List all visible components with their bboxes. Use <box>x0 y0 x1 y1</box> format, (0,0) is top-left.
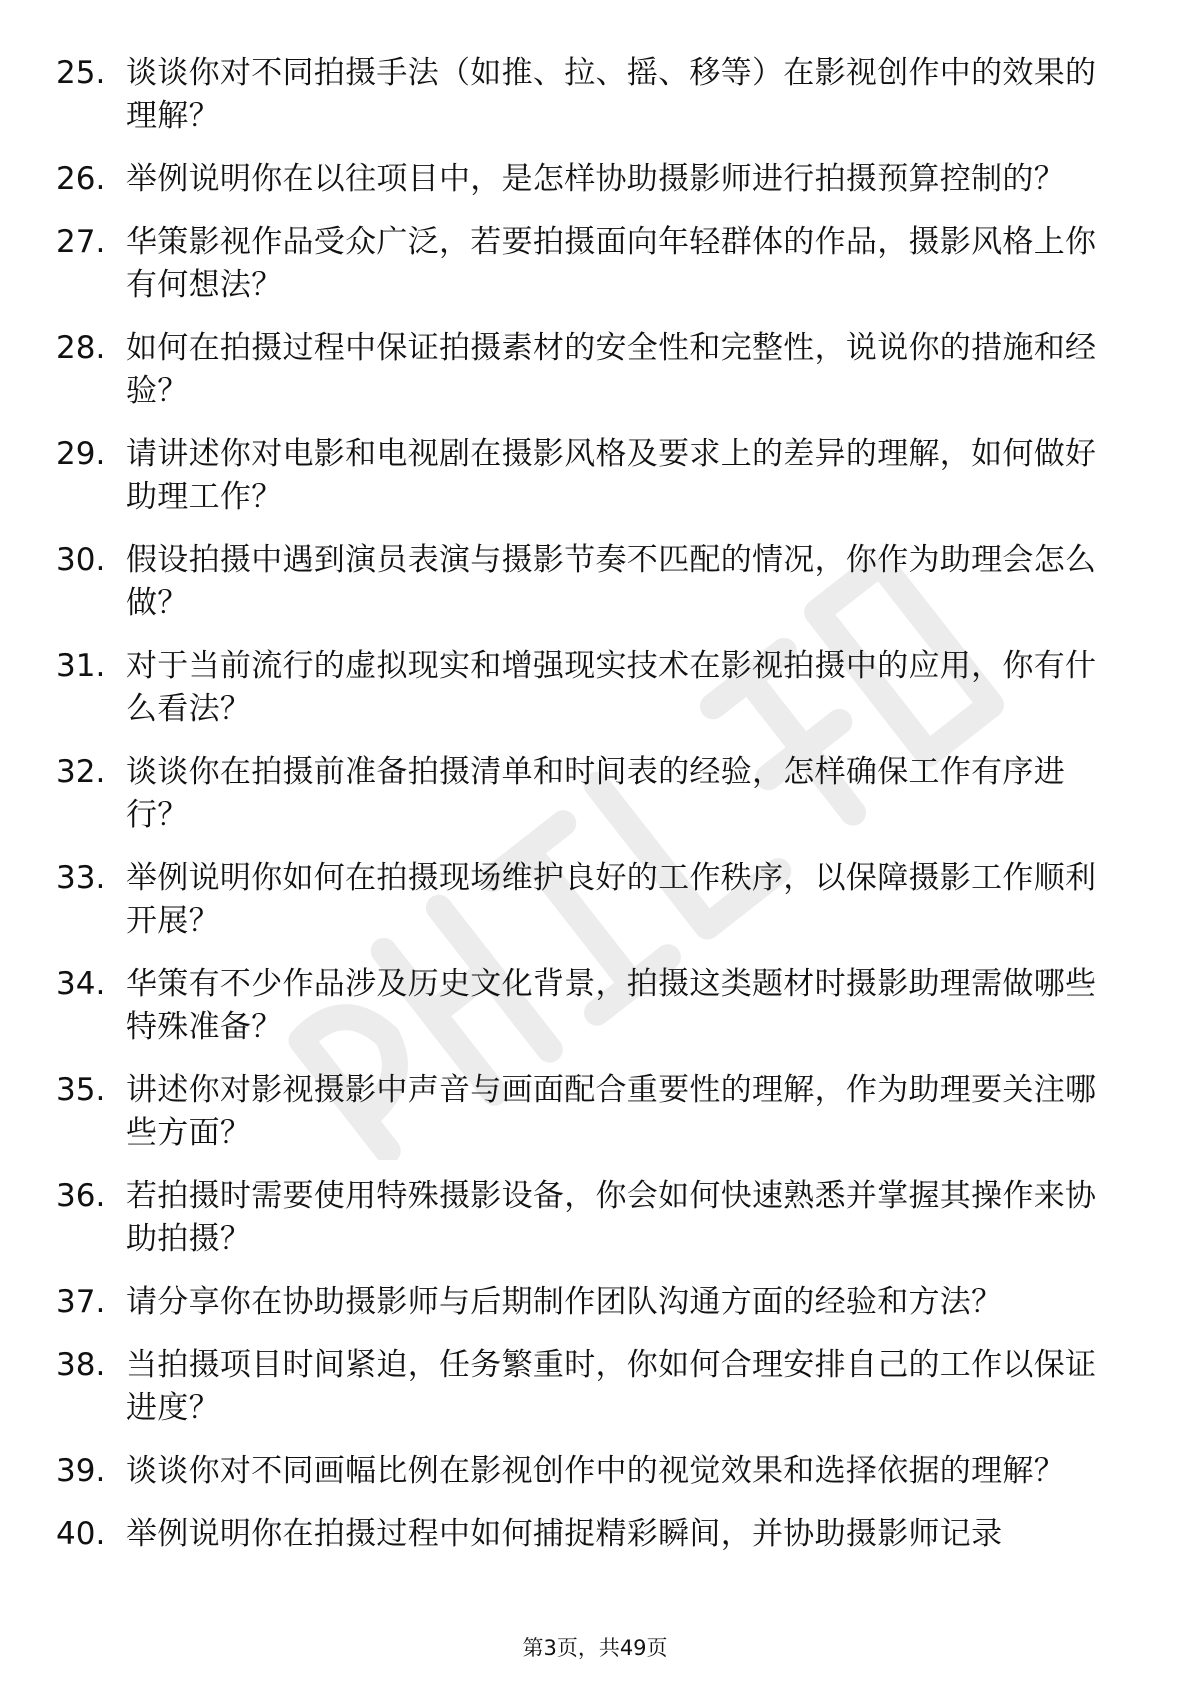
question-item <box>56 221 1116 307</box>
question-text: 华策影视作品受众广泛，若要拍摄面向年轻群体的作品，摄影风格上你有何想法？ <box>126 224 1097 303</box>
question-number: 26. <box>56 161 106 197</box>
question-number: 33. <box>56 860 106 896</box>
question-number: 40. <box>56 1516 106 1552</box>
question-item <box>56 539 1116 625</box>
question-text: 请讲述你对电影和电视剧在摄影风格及要求上的差异的理解，如何做好助理工作？ <box>126 436 1097 515</box>
question-item <box>56 327 1116 413</box>
question-text: 华策有不少作品涉及历史文化背景，拍摄这类题材时摄影助理需做哪些特殊准备？ <box>126 966 1097 1045</box>
question-text: 请分享你在协助摄影师与后期制作团队沟通方面的经验和方法？ <box>126 1284 1003 1320</box>
question-item <box>56 1344 1116 1430</box>
question-text: 谈谈你对不同拍摄手法（如推、拉、摇、移等）在影视创作中的效果的理解？ <box>126 55 1097 134</box>
question-item <box>56 1450 1116 1493</box>
question-number: 39. <box>56 1453 106 1489</box>
question-number: 38. <box>56 1347 106 1383</box>
page-footer <box>0 1632 1190 1662</box>
question-item <box>56 52 1116 138</box>
question-number: 27. <box>56 224 106 260</box>
question-number: 35. <box>56 1072 106 1108</box>
question-item <box>56 751 1116 837</box>
question-number: 37. <box>56 1284 106 1320</box>
question-number: 28. <box>56 330 106 366</box>
question-text: 如何在拍摄过程中保证拍摄素材的安全性和完整性，说说你的措施和经验？ <box>126 330 1097 409</box>
question-item <box>56 857 1116 943</box>
question-item <box>56 158 1116 201</box>
question-list <box>56 52 1116 1576</box>
question-number: 36. <box>56 1178 106 1214</box>
question-text: 对于当前流行的虚拟现实和增强现实技术在影视拍摄中的应用，你有什么看法？ <box>126 648 1097 727</box>
question-number: 30. <box>56 542 106 578</box>
question-number: 32. <box>56 754 106 790</box>
question-item <box>56 645 1116 731</box>
question-text: 举例说明你在拍摄过程中如何捕捉精彩瞬间，并协助摄影师记录 <box>126 1516 1003 1552</box>
question-item <box>56 1175 1116 1261</box>
question-text: 讲述你对影视摄影中声音与画面配合重要性的理解，作为助理要关注哪些方面？ <box>126 1072 1097 1151</box>
question-text: 谈谈你对不同画幅比例在影视创作中的视觉效果和选择依据的理解？ <box>126 1453 1065 1489</box>
question-item <box>56 1281 1116 1324</box>
question-text: 举例说明你在以往项目中，是怎样协助摄影师进行拍摄预算控制的？ <box>126 161 1065 197</box>
question-number: 29. <box>56 436 106 472</box>
question-item <box>56 1513 1116 1556</box>
question-number: 34. <box>56 966 106 1002</box>
question-text: 谈谈你在拍摄前准备拍摄清单和时间表的经验，怎样确保工作有序进行？ <box>126 754 1065 833</box>
page-number-label: 第3页，共49页 <box>522 1636 668 1660</box>
question-number: 25. <box>56 55 106 91</box>
question-item <box>56 433 1116 519</box>
question-item <box>56 963 1116 1049</box>
question-text: 当拍摄项目时间紧迫，任务繁重时，你如何合理安排自己的工作以保证进度？ <box>126 1347 1097 1426</box>
question-text: 举例说明你如何在拍摄现场维护良好的工作秩序，以保障摄影工作顺利开展？ <box>126 860 1097 939</box>
question-item <box>56 1069 1116 1155</box>
question-number: 31. <box>56 648 106 684</box>
question-text: 假设拍摄中遇到演员表演与摄影节奏不匹配的情况，你作为助理会怎么做？ <box>126 542 1097 621</box>
question-text: 若拍摄时需要使用特殊摄影设备，你会如何快速熟悉并掌握其操作来协助拍摄？ <box>126 1178 1097 1257</box>
